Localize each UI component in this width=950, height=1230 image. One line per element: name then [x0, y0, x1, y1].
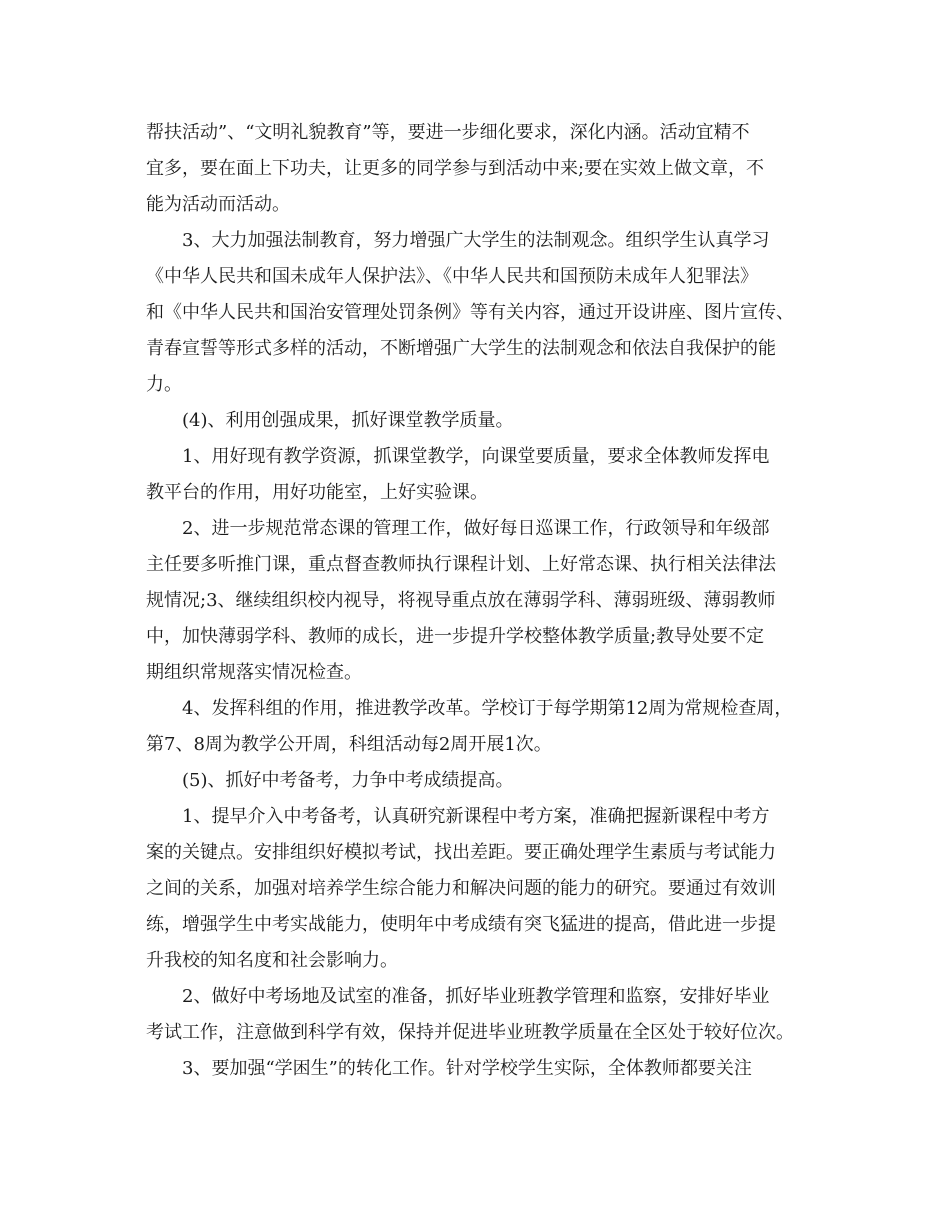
- text-line: 升我校的知名度和社会影响力。: [146, 950, 398, 971]
- text-line: 3、大力加强法制教育，努力增强广大学生的法制观念。组织学生认真学习: [182, 230, 770, 251]
- text-line: 第7、8周为教学公开周，科组活动每2周开展1次。: [146, 734, 552, 755]
- text-line: 规情况;3、继续组织校内视导，将视导重点放在薄弱学科、薄弱班级、薄弱教师: [146, 590, 776, 611]
- text-line: 力。: [146, 374, 182, 395]
- text-line: 3、要加强“学困生”的转化工作。针对学校学生实际，全体教师都要关注: [182, 1058, 752, 1079]
- text-line: (4)、利用创强成果，抓好课堂教学质量。: [182, 410, 514, 431]
- text-line: 案的关键点。安排组织好模拟考试，找出差距。要正确处理学生素质与考试能力: [146, 842, 776, 863]
- text-line: 4、发挥科组的作用，推进教学改革。学校订于每学期第12周为常规检查周，: [182, 698, 793, 719]
- text-line: 青春宣誓等形式多样的活动，不断增强广大学生的法制观念和依法自我保护的能: [146, 338, 776, 359]
- text-line: 宜多，要在面上下功夫，让更多的同学参与到活动中来;要在实效上做文章，不: [146, 158, 765, 179]
- text-line: 练，增强学生中考实战能力，使明年中考成绩有突飞猛进的提高，借此进一步提: [146, 914, 776, 935]
- text-line: 2、做好中考场地及试室的准备，抓好毕业班教学管理和监察，安排好毕业: [182, 986, 770, 1007]
- text-line: 2、进一步规范常态课的管理工作，做好每日巡课工作，行政领导和年级部: [182, 518, 770, 539]
- text-line: 之间的关系，加强对培养学生综合能力和解决问题的能力的研究。要通过有效训: [146, 878, 776, 899]
- text-line: 中，加快薄弱学科、教师的成长，进一步提升学校整体教学质量;教导处要不定: [146, 626, 765, 647]
- text-line: 主任要多听推门课，重点督查教师执行课程计划、上好常态课、执行相关法律法: [146, 554, 776, 575]
- text-line: (5)、抓好中考备考，力争中考成绩提高。: [182, 770, 514, 791]
- text-line: 1、用好现有教学资源，抓课堂教学，向课堂要质量，要求全体教师发挥电: [182, 446, 770, 467]
- text-line: 能为活动而活动。: [146, 194, 290, 215]
- text-line: 期组织常规落实情况检查。: [146, 662, 362, 683]
- text-line: 教平台的作用，用好功能室，上好实验课。: [146, 482, 488, 503]
- text-line: 《中华人民共和国未成年人保护法》、《中华人民共和国预防未成年人犯罪法》: [146, 266, 758, 287]
- document-body: [146, 115, 816, 1087]
- text-line: 帮扶活动”、“文明礼貌教育”等，要进一步细化要求，深化内涵。活动宜精不: [146, 122, 750, 143]
- text-line: 和《中华人民共和国治安管理处罚条例》等有关内容，通过开设讲座、图片宣传、: [146, 302, 794, 323]
- text-line: 1、提早介入中考备考，认真研究新课程中考方案，准确把握新课程中考方: [182, 806, 770, 827]
- text-line: 考试工作，注意做到科学有效，保持并促进毕业班教学质量在全区处于较好位次。: [146, 1022, 794, 1043]
